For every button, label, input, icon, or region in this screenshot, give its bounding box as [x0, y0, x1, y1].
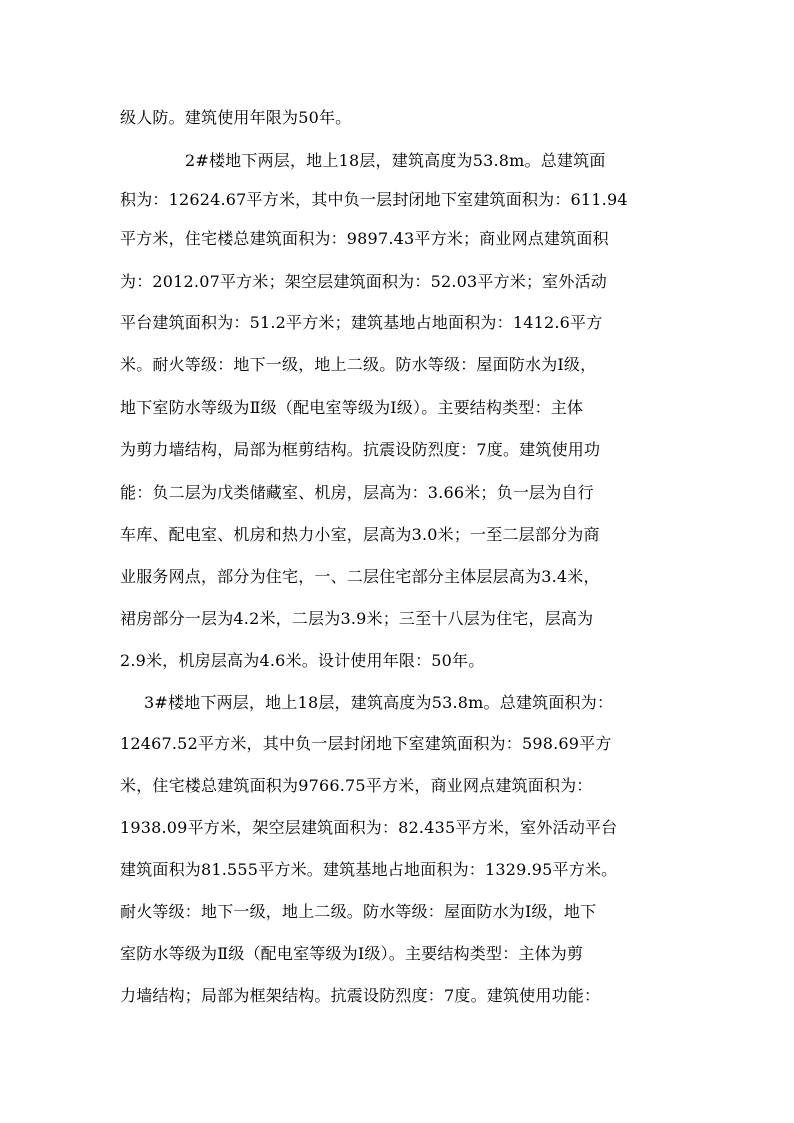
text-line: 2#楼地下两层，地上18层，建筑高度为53.8m。总建筑面	[185, 151, 606, 170]
text-line: 车库、配电室、机房和热力小室，层高为3.0米；一至二层部分为商	[120, 525, 600, 544]
text-line: 建筑面积为81.555平方米。建筑基地占地面积为：1329.95平方米。	[120, 860, 618, 879]
text-line: 米。耐火等级：地下一级，地上二级。防水等级：屋面防水为Ⅰ级，	[120, 355, 597, 374]
text-line: 耐火等级：地下一级，地上二级。防水等级：屋面防水为Ⅰ级，地下	[120, 902, 597, 921]
text-line: 积为：12624.67平方米，其中负一层封闭地下室建筑面积为：611.94	[120, 190, 628, 209]
text-line: 平台建筑面积为：51.2平方米；建筑基地占地面积为：1412.6平方	[120, 313, 603, 332]
text-line: 为：2012.07平方米；架空层建筑面积为：52.03平方米；室外活动	[120, 272, 607, 291]
text-line: 3#楼地下两层，地上18层，建筑高度为53.8m。总建筑面积为：	[144, 693, 614, 712]
text-line: 12467.52平方米，其中负一层封闭地下室建筑面积为：598.69平方	[120, 734, 612, 753]
text-line: 平方米，住宅楼总建筑面积为：9897.43平方米；商业网点建筑面积	[120, 229, 609, 248]
text-line: 级人防。建筑使用年限为50年。	[120, 108, 352, 127]
text-line: 业服务网点，部分为住宅，一、二层住宅部分主体层层高为3.4米，	[120, 567, 600, 586]
text-line: 能：负二层为戊类储藏室、机房，层高为：3.66米；负一层为自行	[120, 483, 594, 502]
text-line: 为剪力墙结构，局部为框剪结构。抗震设防烈度：7度。建筑使用功	[120, 440, 601, 459]
text-line: 裙房部分一层为4.2米，二层为3.9米；三至十八层为住宅，层高为	[120, 609, 594, 628]
text-line: 米，住宅楼总建筑面积为9766.75平方米，商业网点建筑面积为：	[120, 776, 593, 795]
text-line: 力墙结构；局部为框架结构。抗震设防烈度：7度。建筑使用功能：	[120, 986, 601, 1005]
text-line: 地下室防水等级为Ⅱ级（配电室等级为Ⅰ级）。主要结构类型：主体	[120, 398, 584, 417]
text-line: 2.9米，机房层高为4.6米。设计使用年限：50年。	[120, 651, 485, 670]
text-line: 1938.09平方米，架空层建筑面积为：82.435平方米，室外活动平台	[120, 818, 618, 837]
text-line: 室防水等级为Ⅱ级（配电室等级为Ⅰ级）。主要结构类型：主体为剪	[120, 944, 584, 963]
